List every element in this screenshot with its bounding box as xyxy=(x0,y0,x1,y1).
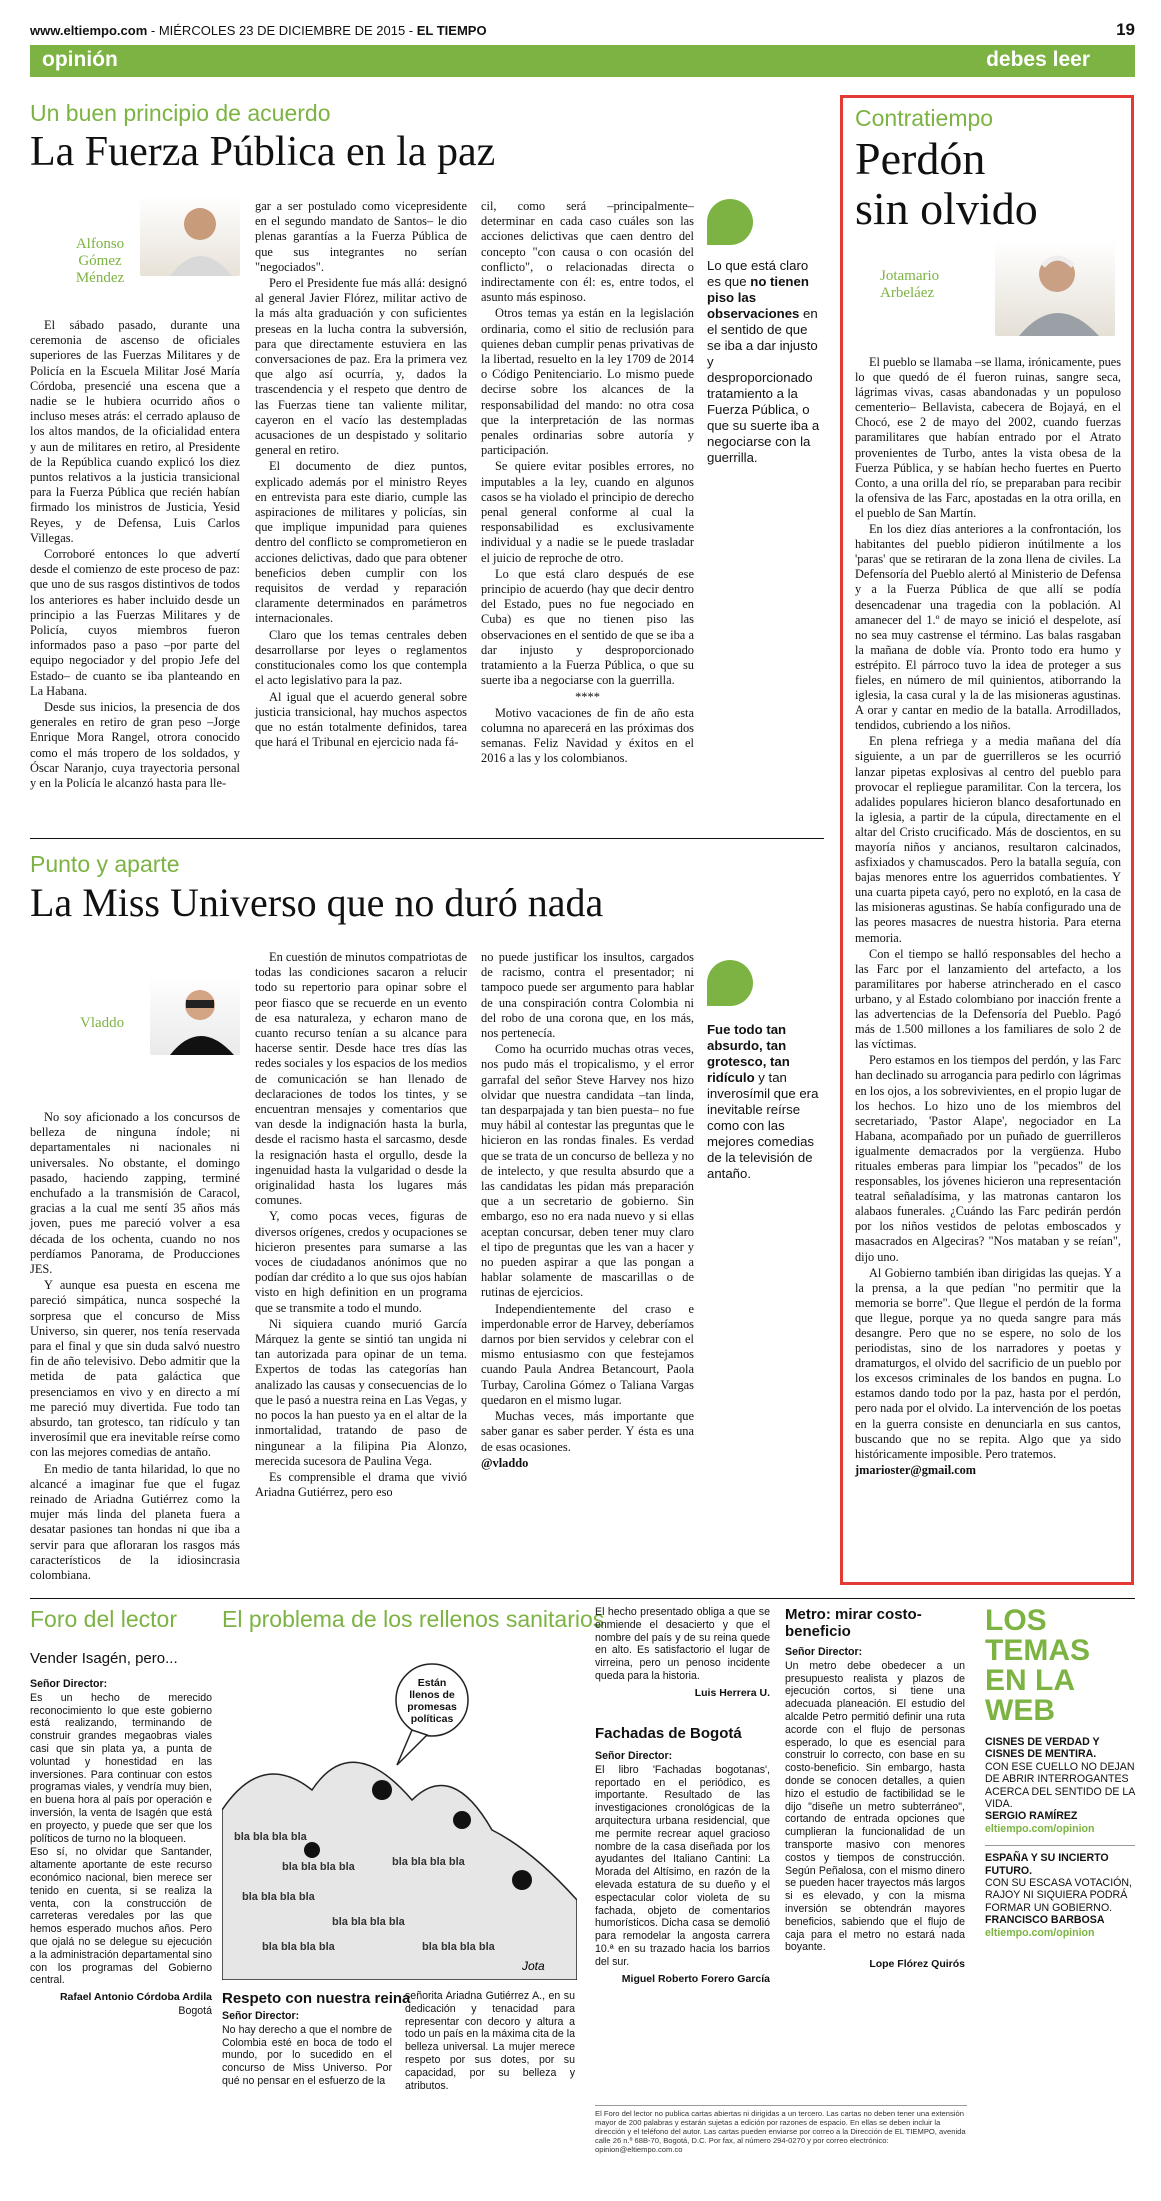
paragraph: Al igual que el acuerdo general sobre justicia transicional, hay muchos aspectos que no están totalmente definidos, tarea que hará el Tribunal en ejercicio nada fá- xyxy=(255,689,467,750)
web-item-headline: ESPAÑA Y SU INCIERTO FUTURO. xyxy=(985,1852,1109,1877)
quote-part: en el sentido de que se iba a dar injusto y desproporcionado tratamiento a la Fuerza Pública, o que su suerte iba a negociarse con la guerrilla. xyxy=(707,306,820,465)
paragraph: Lo que está claro después de ese principio de acuerdo (hay que decir dentro del Estado, pues no fue negociado en Cuba) es que no tienen piso las observaciones en el sentido de que se iba a dar injusto y desproporcionado tratamiento a la Fuerza Pública, o que su suerte iba a negociarse con la guerrilla. xyxy=(481,566,694,688)
paragraph: Pero el Presidente fue más allá: designó al general Javier Flórez, militar activo de la más alta graduación y con suficientes preseas en la lucha contra la subversión, para que directamente estuviera en las conversaciones de paz. Era la primera vez que algo así ocurría, y, dados la trascendencia y el respeto que dentro de las Fuerzas tiene tan valiente militar, cayeron en el vacío las destempladas acusaciones de un despistado y solitario general en retiro. xyxy=(255,276,467,458)
title-line: Perdón xyxy=(855,133,986,184)
paragraph: El hecho presentado obliga a que se enmiende el desacierto y que el nombre del país y de su reina quede en alto. Es satisfactorio el lugar de virreina, pero un penoso incidente queda para la historia. xyxy=(595,1606,770,1682)
portrait-icon xyxy=(150,975,240,1055)
web-item-headline: CISNES DE VERDAD Y CISNES DE MENTIRA. xyxy=(985,1736,1100,1761)
author-photo xyxy=(995,240,1115,336)
article2-col1 xyxy=(30,1110,240,1584)
paragraph: Y, como pocas veces, figuras de diversos orígenes, credos y ocupaciones se hicieron presentes para sumarse a las voces de ciudadanos anónimos que no podían dar crédito a lo que sus ojos habían visto en high definition en un programa que se transmite a todo el mundo. xyxy=(255,1209,467,1315)
paragraph: Ni siquiera cuando murió García Márquez la gente se sintió tan ungida ni tan autorizada para opinar de un tema. Expertos de todas las categorías han analizado las causas y consecuencias de lo que le pasó a nuestra reina en Las Vegas, y no pocos la han puesto ya en el altar de la inmortalidad, tratando de paso de ningunear a la filipina Pia Alonzo, merecida sucesora de Paulina Vega. xyxy=(255,1316,467,1468)
web-item-text: CON SU ESCASA VOTACIÓN, RAJOY NI SIQUIERA PODRÁ FORMAR UN GOBIERNO. xyxy=(985,1877,1132,1914)
cartoonist-signature: Jota xyxy=(522,1959,545,1973)
signature: Luis Herrera U. xyxy=(694,1686,770,1699)
paragraph: señorita Ariadna Gutiérrez A., en su dedicación y tenacidad para representar con decoro y altura a todo un país en la máxima cita de la belleza universal. La mujer merece respeto por sus dotes, por su capacidad, por su belleza y atributos. xyxy=(405,1990,575,2092)
article1-col1 xyxy=(30,318,240,792)
svg-text:bla bla bla bla: bla bla bla bla xyxy=(332,1916,405,1928)
greeting: Señor Director: xyxy=(30,1678,108,1690)
portrait-icon xyxy=(995,240,1115,336)
greeting: Señor Director: xyxy=(595,1750,673,1762)
letter2-col1 xyxy=(222,2010,392,2089)
web-topics xyxy=(985,1606,1135,1939)
portrait-icon xyxy=(140,196,240,276)
author-photo xyxy=(150,975,240,1055)
article3-author: Jotamario Arbeláez xyxy=(880,268,940,301)
quote-highlight: no tienen piso las observaciones xyxy=(707,274,809,321)
separator-stars: **** xyxy=(575,689,600,704)
signature: Miguel Roberto Forero García xyxy=(621,1972,770,1985)
paragraph: Corroboré entonces lo que advertí desde el comienzo de este proceso de paz: que uno de sus rasgos distintivos de todos los anteriores es haber incluido desde un principio a las Fuerzas Militares y de Policía, cuyos miembros fueron informados paso a paso –por parte del equipo negociador y del propio Jefe del Estado– de cuanto se iba planteando en La Habana. xyxy=(30,547,240,698)
article2-pull-quote xyxy=(707,1022,822,1182)
web-item-author: SERGIO RAMÍREZ xyxy=(985,1810,1078,1823)
letter5 xyxy=(785,1646,965,1972)
paragraph: Y aunque esa puesta en escena me pareció simpática, nunca sospeché la sorpresa que el concurso de Miss Universo, sin querer, nos tenía reservada para el final y que sin duda salvó nuestro fin de año televisivo. Debo admitir que la metida de pata galáctica que presenciamos en vivo y en directo a mí me pareció muy divertida. Fue todo tan absurdo, tan grotesco, tan ridículo y tan inverosímil que era inevitable reírse como con las mejores comedias de antaño. xyxy=(30,1278,240,1460)
svg-text:bla bla bla bla: bla bla bla bla xyxy=(262,1941,335,1953)
forum-title: Foro del lector xyxy=(30,1606,178,1632)
quote-highlight: Fue todo tan absurdo, tan grotesco, tan ridículo xyxy=(707,1022,790,1085)
article2-kicker: Punto y aparte xyxy=(30,851,180,877)
letter1-title: Vender Isagén, pero... xyxy=(30,1650,178,1667)
paragraph: Claro que los temas centrales deben desarrollarse por leyes o reglamentos constitucionales como los que contempla el acto legislativo para la paz. xyxy=(255,627,467,688)
letter4 xyxy=(595,1750,770,1986)
letter2-title: Respeto con nuestra reina xyxy=(222,1990,411,2007)
svg-text:bla bla bla bla: bla bla bla bla xyxy=(392,1856,465,1868)
signature: Lope Flórez Quirós xyxy=(869,1958,965,1971)
web-item-2[interactable] xyxy=(985,1845,1135,1939)
svg-text:bla bla bla bla: bla bla bla bla xyxy=(422,1941,495,1953)
article3-kicker: Contratiempo xyxy=(855,105,994,131)
paragraph: El pueblo se llamaba –se llama, irónicamente, pues lo que quedó de él fueron ruinas, sangre seca, lágrimas vivas, casas abandonadas y un populoso cementerio– Bellavista, cabecera de Bojayá, en el Chocó, ese 2 de mayo del 2002, cuando fuerzas paramilitares que habían entrado por el Atrato provenientes de Turbo, antes la vista obesa de la Fuerza Pública, y se habían hecho fuertes en Puerto Conto, a una orilla del río, se preparaban para recibir la ofensiva de las Farc, apostadas en la otra orilla, en el pueblo de San Martín. xyxy=(855,355,1121,520)
divider xyxy=(30,838,824,839)
quote-icon xyxy=(707,199,753,245)
masthead xyxy=(30,22,1135,42)
article1-col3 xyxy=(481,199,694,768)
paragraph: El documento de diez puntos, explicado además por el ministro Reyes en entrevista para este diario, cumple las aspiraciones de militares y policías, sin que implique impunidad para quienes dentro del conflicto se comprometieron en acciones delictivas, dado que para obtener beneficios deben cumplir con los requisitos de verdad y reparación claramente determinados en parámetros internacionales. xyxy=(255,459,467,626)
section-bar xyxy=(30,45,1135,77)
paragraph: En cuestión de minutos compatriotas de todas las condiciones sacaron a relucir todo su repertorio para opinar sobre el peor fiasco que se recuerde en un evento de esa naturaleza, y echaron mano de cuanto recurso tenían a su alcance para hacerse sentir. Desde hace tres días las redes sociales y los espacios de los medios de comunicación se han llenado de declaraciones de todos los tintes, y se encuentran mensajes y comentarios que van desde la indignación hasta la burla, desde el racismo hasta el sarcasmo, desde la resignación hasta el orgullo, desde la ingenuidad hasta la vulgaridad o desde la originalidad hasta los lugares más comunes. xyxy=(255,950,467,1208)
web-item-text: CON ESE CUELLO NO DEJAN DE ABRIR INTERROGANTES ACERCA DEL SENTIDO DE LA VIDA. xyxy=(985,1760,1135,1811)
paragraph: En plena refriega y a media mañana del día siguiente, a un par de guerrilleros se les ocurrió lanzar pipetas explosivas al centro del pueblo para provocar el repliegue paramilitar. Con la tercera, los adalides populares hicieron blanco desafortunado en la iglesia, a partir de la cúpula, directamente en el altar del Cristo crucificado. Más de doscientos, en su mayoría niños y ancianos, resultaron calcinados, asfixiados y chamuscados. Pero la batalla seguía, con bajas menores entre los aguerridos combatientes. Y una cuarta pipeta cayó, pero no explotó, en la casa de las misioneras agustinas. Se había configurado una de las peores masacres de nuestra historia. Para eterna memoria. xyxy=(855,734,1121,945)
paragraph: En los diez días anteriores a la confrontación, los habitantes del pueblo pidieron inútilmente a los 'paras' que se retiraran de la zona llena de civiles. La Defensoría del Pueblo alertó al Ministerio de Defensa y a la Fuerza Pública de que allí se podía desencadenar una tragedia con la población. Al amanecer del 1.º de mayo se inició el despelote, así no sea muy castrense el término. Las balas rasgaban la mañana de doble vía. Pronto todo era humo y estrépito. El párroco tuvo la idea de proteger a sus fieles, en número de mil quinientos, atiborrando la iglesia, la casa cural y la de las misioneras agustinas. A orar y cantar en medio de la batalla. Arrodillados, tendidos, cubriendo a los niños. xyxy=(855,522,1121,733)
quote-part: Lo que está claro es que xyxy=(707,258,809,289)
paragraph: Desde sus inicios, la presencia de dos generales en retiro de gran peso –Jorge Enrique Mora Rangel, otrora conocido como el más tropero de los soldados, y Óscar Naranjo, cuya trayectoria personal y en la Policía le alcanzó hasta para lle- xyxy=(30,700,240,791)
paragraph: Eso sí, no olvidar que Santander, altamente aportante de este recurso económico nacional, bien merece ser tenido en cuenta, si se realiza la venta, con la construcción de carreteras veredales por las que hemos esperado muchos años. Pero que ojalá no se delegue su ejecución a la administración departamental sino con los programas del Gobierno central. xyxy=(30,1846,212,1987)
author-email[interactable]: jmarioster@gmail.com xyxy=(855,1462,977,1477)
issue-date: - MIÉRCOLES 23 DE DICIEMBRE DE 2015 - xyxy=(147,23,417,38)
paragraph: Se quiere evitar posibles errores, no imputables a la ley, cuando en algunos casos se ha violado el principio de derecho penal general conforme al cual la responsabilidad es exclusivamente individual y a nadie se le puede trasladar el juicio de reproche de otro. xyxy=(481,459,694,565)
article1-col2 xyxy=(255,199,467,751)
city: Bogotá xyxy=(178,2004,212,2017)
web-item-author: FRANCISCO BARBOSA xyxy=(985,1914,1105,1927)
article1-author: Alfonso Gómez Méndez xyxy=(75,236,125,286)
paragraph: Motivo vacaciones de fin de año esta columna no aparecerá en las próximas dos semanas. Feliz Navidad y éxitos en el 2016 a las y los colombianos. xyxy=(481,705,694,766)
paragraph: En medio de tanta hilaridad, lo que no alcancé a imaginar fue que el fugaz reinado de Ariadna Gutiérrez como la mujer más linda del planeta fuera a desatar pasiones tan hondas ni que iba a servir para que afloraran los rasgos más característicos de la idiosincrasia colombiana. xyxy=(30,1461,240,1583)
article1-title: La Fuerza Pública en la paz xyxy=(30,129,496,175)
article1-kicker: Un buen principio de acuerdo xyxy=(30,100,331,126)
letter5-title: Metro: mirar costo-beneficio xyxy=(785,1606,922,1640)
web-item-link[interactable]: eltiempo.com/opinion xyxy=(985,1926,1095,1939)
paragraph: Es un hecho de merecido reconocimiento lo que este gobierno está realizando, terminando de construir grandes megaobras viales casi que sin plata ya, a punta de voluntad y honestidad en las inversiones. Para continuar con estos programas viales, y vendría muy bien, en buena hora al país por operación e inversión, la venta de Isagén que está en proyecto, y puede que ser que los políticos de turno no la bloqueen. xyxy=(30,1691,212,1845)
paragraph: No soy aficionado a los concursos de belleza de ninguna índole; ni departamentales ni nacionales ni universales. No obstante, el domingo pasado, haciendo zapping, terminé enchufado a la transmisión de Caracol, gracias a la cual me sentí 35 años más joven, pues me pareció volver a esa década de los ochenta, cuando no nos perdíamos Panorama, de Producciones JES. xyxy=(30,1110,240,1277)
paragraph: gar a ser postulado como vicepresidente en el segundo mandato de Santos– le dio plenas garantías a la Fuerza Pública de que sus integrantes no serían "negociados". xyxy=(255,199,467,274)
paragraph: Otros temas ya están en la legislación ordinaria, como el sitio de reclusión para quienes deban cumplir penas privativas de la libertad, resuelto en la ley 1709 de 2014 o Código Penitenciario. Lo mismo puede decirse sobre los alcances de la responsabilidad del mando: no otra cosa que la interpretación de las normas penales ordinarias sobre autoría y participación. xyxy=(481,306,694,458)
article2-col2 xyxy=(255,950,467,1501)
paragraph: El sábado pasado, durante una ceremonia de ascenso de oficiales superiores de las Fuerzas Militares y de Policía en la Escuela Militar José María Córdoba, presencié una escena que a nadie se le hubiera ocurrido años o incluso meses atrás: el cerrado aplauso de los altos mandos, de la oficialidad entera y aun de militares en retiro, al Presidente de la República cuando explicó los diez puntos relativos a la justicia transicional para la Fuerza Pública que recién habían firmado los ministros de Justicia, Yesid Reyes, y de Defensa, Luis Carlos Villegas. xyxy=(30,318,240,545)
letter1 xyxy=(30,1678,212,2019)
paragraph: No hay derecho a que el nombre de Colombia esté en boca de todo el mundo, por lo sucedido en el concurso de Miss Universo. Por qué no pensar en el esfuerzo de la xyxy=(222,2023,392,2087)
article3-body xyxy=(855,355,1121,1479)
paragraph: Pero estamos en los tiempos del perdón, y las Farc han declinado su arrogancia para pedirlo con lágrimas en los ojos, a los sobrevivientes, en el propio lugar de los hechos. Lo hizo uno de los miembros del secretariado, 'Pastor Alape', negociador en La Habana, acompañado por un puñado de guerrilleros igualmente demacrados por la vergüenza. Hubo rituales emberas para limpiar los "pecados" de los responsables, los jóvenes hicieron una representación teatral señaladísima, y las matronas cantaron los alabaos funerales. ¿Cuándo las Farc pedirán perdón por los niños vestidos de pelotas emboscados y masacrados en Algeciras? "Nos mataban y se reían", dijo uno. xyxy=(855,1053,1121,1264)
must-read-label: debes leer xyxy=(986,48,1090,71)
forum-footnote: El Foro del lector no publica cartas abiertas ni dirigidas a un tercero. Las cartas no deben tener una extensión mayor de 200 palabras y estarán sujetas a edición por razones de espacio. En ellas se deben incluir la dirección y el teléfono del autor. Las cartas pueden enviarse por correo a la Dirección de EL TIEMPO, avenida calle 26 n.º 68B-70, Bogotá, D.C. Por fax, al número 294-0270 y por correo electrónico: opinion@eltiempo.com.co xyxy=(595,2105,967,2154)
paragraph: Al Gobierno también iban dirigidas las quejas. Y a la prensa, a la que pedían "no permitir que la memoria se borre". Que llegue el perdón de la forma que llegue, porque ya no queda sangre para más desangre. Pero que no se espere, no solo de los periodistas, sino de los narradores y poetas y dramaturgos, el olvido del sacrificio de un pueblo por los excesos criminales de los bandos en pugna. Lo estamos dando todo por la paz, hasta por el perdón, pero nada por el olvido. La intervención de los poetas en la guerra consiste en denunciarla en sus cantos, buscando que no se repita. Algo que ya sido históricamente imposible. Pero tratemos. xyxy=(855,1265,1121,1461)
paragraph: El libro 'Fachadas bogotanas', reportado en el periódico, es importante. Resultado de las investigaciones cronológicas de la arquitectura urbana residencial, que me permite recrear aquel gracioso nombre de la casa diseñada por los ayudantes del Italiano Cantini: La Morada del Altísimo, en razón de la elevada estatura de su dueño y el espectacular color violeta de su fachada, objeto de comentarios humorísticos. Dicha casa se demolió para remodelar la angosta carrera 10.ª en su trazado hacia los barrios del sur. xyxy=(595,1763,770,1968)
divider xyxy=(30,1598,1135,1599)
svg-text:bla bla bla bla: bla bla bla bla xyxy=(282,1861,355,1873)
article2-title: La Miss Universo que no duró nada xyxy=(30,880,604,925)
section-label: opinión xyxy=(42,48,118,71)
svg-text:bla bla bla bla: bla bla bla bla xyxy=(234,1831,307,1843)
greeting: Señor Director: xyxy=(785,1646,863,1658)
paragraph: Con el tiempo se halló responsables del hecho a las Farc por el lanzamiento del artefacto, a los paramilitares por haberse atrincherado en el casco urbano, y al Estado colombiano por inacción frente a las advertencias de la Defensoría del Pueblo. Pagó más de 1.500 millones a los familiares de solo 2 de las víctimas. xyxy=(855,946,1121,1052)
author-photo xyxy=(140,196,240,276)
web-item-link[interactable]: eltiempo.com/opinion xyxy=(985,1822,1095,1835)
paragraph: Independientemente del craso e imperdonable error de Harvey, deberíamos darnos por bien servidos y celebrar con el mismo entusiasmo con que festejamos cuando Paula Andrea Betancourt, Paola Turbay, Carolina Gómez o Taliana Vargas quedaron en el mismo lugar. xyxy=(481,1301,694,1407)
speech-bubble-text: Están llenos de promesas políticas xyxy=(407,1677,457,1725)
title-line: sin olvido xyxy=(855,183,1038,234)
letter3 xyxy=(595,1606,770,1701)
quote-part: y tan inverosímil que era inevitable reírse como con las mejores comedias de la televisión de antaño. xyxy=(707,1070,819,1181)
twitter-handle[interactable]: @vladdo xyxy=(481,1455,529,1470)
paragraph: Como ha ocurrido muchas otras veces, nos pudo más el tropicalismo, y el error garrafal del señor Steve Harvey nos hizo olvidar que nuestra candidata –tan linda, tan desparpajada y tan bien puesta– no fue muy hábil al contestar las preguntas que le hicieron en las rondas finales. Es verdad que se trata de un concurso de belleza y no de intelecto, y que resulta absurdo que a las candidatas les pidan más preparación que a un secretario de gobierno. Sin embargo, eso no era nada nuevo y si ellas aceptan concursar, deben tener muy claro el tipo de preguntas que les van a hacer y no pueden aspirar a que las pongan a hablar solamente de mascarillas o de rutinas de ejercicios. xyxy=(481,1042,694,1300)
paragraph: cil, como será –principalmente– determinar en cada caso cuáles son las acciones delictivas que caen dentro del concepto "con causa o con ocasión del conflicto", o relacionadas directa o indirectamente con él: es, entre todos, el asunto más espinoso. xyxy=(481,199,694,305)
landfill-cartoon-icon xyxy=(222,1640,577,1980)
svg-text:bla bla bla bla: bla bla bla bla xyxy=(242,1891,315,1903)
web-topics-title: LOS TEMAS EN LA WEB xyxy=(985,1604,1090,1727)
cartoon-title: El problema de los rellenos sanitarios xyxy=(222,1606,605,1632)
paper-name: EL TIEMPO xyxy=(416,23,487,38)
signature: Rafael Antonio Córdoba Ardila xyxy=(59,1991,212,2004)
paragraph: Un metro debe obedecer a un presupuesto realista y plazos de ejecución cortos, si tiene una adecuada planeación. El estudio del alcalde Petro permitió definir una ruta acorde con el flujo de personas esperado, lo que es esencial para construir lo correcto, con base en su costo-beneficio. Sin embargo, hasta donde se conocen detalles, a quien hizo el estudio de factibilidad se le dijo "diseñe un metro subterráneo", cortando de entrada opciones que cumplieran la funcionalidad de un transporte masivo con menores costos y tiempos de construcción. Según Peñalosa, con el mismo dinero se pueden hacer trayectos más largos si es elevado, y con la misma inversión se obtendrán mayores beneficios, sabiendo que el flujo de caja para el metro no estará nada boyante. xyxy=(785,1659,965,1954)
article1-pull-quote xyxy=(707,258,822,466)
paragraph: Es comprensible el drama que vivió Ariadna Gutiérrez, pero eso xyxy=(255,1469,467,1500)
article2-author: Vladdo xyxy=(80,1015,125,1031)
paragraph: Muchas veces, más importante que saber ganar es saber perder. Y ésta es una de esas ocasiones. xyxy=(481,1409,694,1454)
article2-col3 xyxy=(481,950,694,1472)
page-number: 19 xyxy=(1116,20,1135,39)
quote-icon xyxy=(707,960,753,1006)
web-item-1[interactable] xyxy=(985,1736,1135,1835)
paragraph: no puede justificar los insultos, cargados de racismo, contra el presentador; ni tampoco puede ser argumento para hablar de una conspiración contra Colombia ni del robo de una corona que, en los más, nos pertenecía. xyxy=(481,950,694,1041)
cartoon xyxy=(222,1640,577,1980)
greeting: Señor Director: xyxy=(222,2010,300,2022)
article3-title xyxy=(855,134,1038,234)
letter2-col2 xyxy=(405,1990,575,2093)
site-url[interactable]: www.eltiempo.com xyxy=(30,23,148,38)
letter4-title: Fachadas de Bogotá xyxy=(595,1725,742,1742)
